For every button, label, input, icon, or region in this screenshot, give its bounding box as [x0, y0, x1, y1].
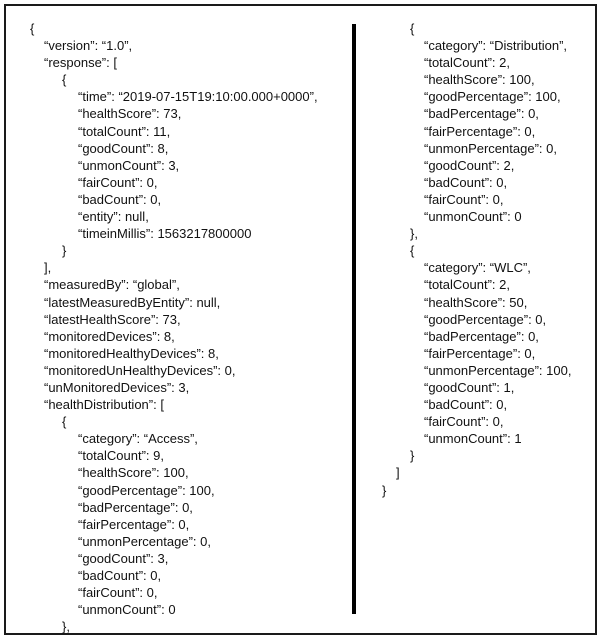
json-line: “fairPercentage”: 0, — [424, 345, 536, 361]
json-line: “fairCount”: 0, — [424, 191, 504, 207]
json-column-left — [30, 20, 348, 635]
json-line: “unmonPercentage”: 100, — [424, 362, 572, 378]
json-line: “monitoredDevices”: 8, — [44, 328, 175, 344]
json-line: “version”: “1.0”, — [44, 38, 133, 54]
json-line: { — [62, 414, 67, 430]
json-line: “badCount”: 0, — [78, 568, 162, 583]
json-line: “unmonCount”: 1 — [424, 431, 522, 447]
json-line: “healthScore”: 50, — [424, 294, 528, 310]
json-line: “unmonPercentage”: 0, — [78, 533, 211, 549]
json-line: “latestMeasuredByEntity”: null, — [44, 294, 221, 310]
json-line: “measuredBy”: “global”, — [44, 277, 180, 293]
json-line: “time”: “2019-07-15T19:10:00.000+0000”, — [78, 89, 318, 105]
json-line: “goodCount”: 8, — [78, 140, 169, 156]
json-line: “totalCount”: 2, — [424, 277, 510, 293]
json-line: “healthScore”: 100, — [424, 72, 535, 88]
json-line: “fairCount”: 0, — [424, 414, 504, 430]
json-line: { — [410, 243, 415, 259]
document-frame — [4, 4, 597, 635]
json-line: “healthScore”: 73, — [78, 106, 182, 122]
json-line: “healthScore”: 100, — [78, 465, 189, 481]
json-line: } — [410, 448, 415, 464]
json-line: “category”: “Access”, — [78, 431, 198, 447]
json-line: “badPercentage”: 0, — [78, 499, 193, 515]
column-divider — [352, 24, 356, 614]
json-line: “fairPercentage”: 0, — [78, 516, 190, 532]
json-line: “goodCount”: 2, — [424, 157, 515, 173]
json-line: “unmonPercentage”: 0, — [424, 140, 557, 156]
json-line: } — [382, 482, 387, 498]
json-line: “totalCount”: 9, — [78, 448, 164, 464]
json-line: “healthDistribution”: [ — [44, 397, 164, 413]
json-line: “latestHealthScore”: 73, — [44, 311, 181, 327]
json-line: }, — [62, 619, 70, 635]
json-line: “fairPercentage”: 0, — [424, 123, 536, 139]
json-line: “timeinMillis”: 1563217800000 — [78, 226, 252, 242]
json-line: “response”: [ — [44, 55, 117, 71]
json-line: “badCount”: 0, — [424, 397, 508, 413]
json-line: ] — [396, 465, 400, 481]
json-line: { — [410, 21, 415, 36]
json-line: }, — [410, 226, 418, 242]
json-line: “goodPercentage”: 100, — [78, 482, 215, 498]
json-line: “goodCount”: 3, — [78, 550, 169, 566]
json-line: { — [30, 21, 35, 36]
json-line: “fairCount”: 0, — [78, 174, 158, 190]
json-line: “category”: “Distribution”, — [424, 38, 568, 54]
json-line: { — [62, 72, 67, 88]
json-line: “badPercentage”: 0, — [424, 106, 539, 122]
json-line: “unmonCount”: 3, — [78, 157, 180, 173]
json-line: “entity”: null, — [78, 209, 149, 225]
json-line: “goodCount”: 1, — [424, 379, 515, 395]
json-line: “monitoredUnHealthyDevices”: 0, — [44, 362, 236, 378]
json-line: “monitoredHealthyDevices”: 8, — [44, 345, 219, 361]
json-line: ], — [44, 260, 52, 276]
json-line: “unmonCount”: 0 — [78, 602, 176, 618]
json-line: “goodPercentage”: 0, — [424, 311, 547, 327]
json-line: “badCount”: 0, — [424, 174, 508, 190]
json-line: “category”: “WLC”, — [424, 260, 531, 276]
json-line: } — [62, 243, 67, 259]
json-line: “badCount”: 0, — [78, 191, 162, 207]
json-line: “fairCount”: 0, — [78, 585, 158, 601]
json-column-right — [382, 20, 596, 499]
json-line: “unmonCount”: 0 — [424, 209, 522, 225]
json-line: “goodPercentage”: 100, — [424, 89, 561, 105]
json-line: “unMonitoredDevices”: 3, — [44, 379, 190, 395]
json-line: “badPercentage”: 0, — [424, 328, 539, 344]
json-line: “totalCount”: 11, — [78, 123, 171, 139]
json-line: “totalCount”: 2, — [424, 55, 510, 71]
